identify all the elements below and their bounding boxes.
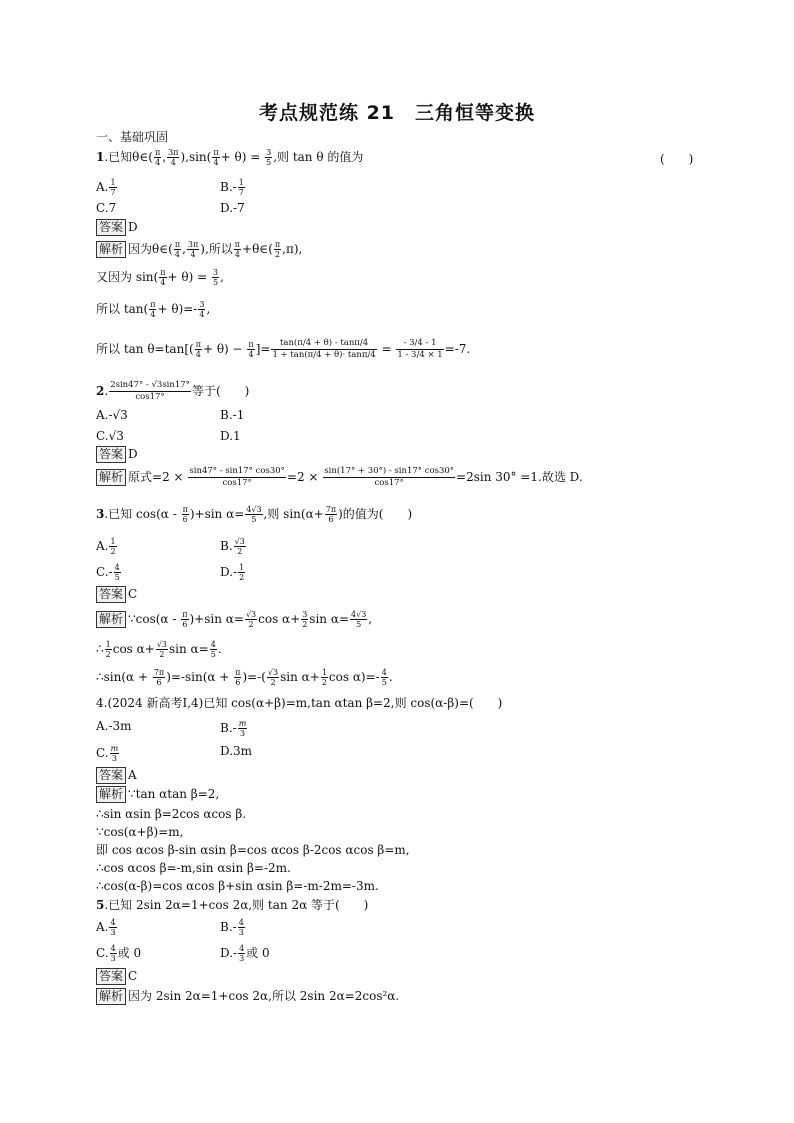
analysis-tag: 解析 xyxy=(96,469,126,486)
answer-value: C xyxy=(128,587,138,601)
option-c: C.7 xyxy=(96,201,117,215)
analysis-line: 即 cos αcos β-sin αsin β=cos αcos β-2cos αcos β=m, xyxy=(96,843,410,857)
option-a: A.-√3 xyxy=(96,408,128,422)
answer-row xyxy=(96,767,137,784)
option-b: B.- $\frac{m}{3}$ xyxy=(220,719,247,738)
option-b: B.- $\frac{4}{3}$ xyxy=(220,918,244,937)
option-a: A. $\frac{4}{3}$ xyxy=(96,918,116,937)
analysis-tag: 解析 xyxy=(96,786,126,803)
interval-expression: ( $\frac{\pi}{4}$ , $\frac{3\pi}{4}$ ) xyxy=(148,148,186,167)
analysis-line: 解析 原式=2 × $\frac{\sin 47^\circ - \sin 17^\circ \cos 30^\circ}{\cos 17^\circ}$ =2 × $\frac{\sin(17^\circ + 30^\circ) - \sin 17^\circ \cos 30^\circ}{\cos 17^\circ}$ =2sin 30° =1.故选 D. xyxy=(96,466,583,489)
analysis-tag: 解析 xyxy=(96,988,126,1005)
question-text: = xyxy=(246,150,265,164)
option-a: A. $\frac{1}{2}$ xyxy=(96,537,116,556)
option-b: B.-1 xyxy=(220,408,245,422)
answer-tag: 答案 xyxy=(96,446,126,463)
analysis-line: ∵cos(α+β)=m, xyxy=(96,825,184,839)
question-text: .已知 2sin 2α=1+cos 2α,则 tan 2α 等于( ) xyxy=(104,898,369,912)
option-d: D.- $\frac{1}{2}$ xyxy=(220,563,245,582)
question-number: 5 xyxy=(96,898,105,912)
question-2-stem: 2. $\frac{2\sin 47^\circ - √3\sin 17^\circ}{\cos 17^\circ}$ 等于( ) xyxy=(96,380,250,402)
answer-blank: ( ) xyxy=(660,152,694,166)
question-number: 2 xyxy=(96,384,105,398)
question-text: ,则 tan θ 的值为 xyxy=(273,150,364,164)
answer-value: D xyxy=(128,447,138,461)
option-d: D.-7 xyxy=(220,201,245,215)
option-c: C.√3 xyxy=(96,429,124,443)
option-b: B.- $\frac{1}{7}$ xyxy=(220,178,244,197)
analysis-line: 所以 tan θ=tan[( $\frac{\pi}{4}$ + θ) − $\frac{\pi}{4}$ ]= $\frac{\tan(\pi/4 + \theta) - \tan\pi/4}{1 + \tan(\pi/4 + \theta)\cdot \tan\pi/4}$ = $\frac{- 3/4 - 1}{1 - 3/4 \times 1}$ =-7. xyxy=(96,338,471,360)
option-d: D.- $\frac{4}{3}$ 或 0 xyxy=(220,944,270,963)
question-5-stem xyxy=(96,897,368,913)
answer-tag: 答案 xyxy=(96,586,126,603)
analysis-line: ∴sin αsin β=2cos αcos β. xyxy=(96,807,247,821)
answer-row xyxy=(96,446,138,463)
option-b: B. $\frac{√3}{2}$ xyxy=(220,537,245,556)
answer-row xyxy=(96,968,137,985)
question-text: .已知θ∈ xyxy=(104,150,149,164)
option-d: D.3m xyxy=(220,744,253,758)
option-a: A.-3m xyxy=(96,719,132,733)
analysis-line: ∴cos αcos β=-m,sin αsin β=-2m. xyxy=(96,861,291,875)
question-number: 1 xyxy=(96,150,105,164)
answer-value: C xyxy=(128,969,138,983)
analysis-line: 解析 因为θ∈( $\frac{\pi}{4}$ , $\frac{3\pi}{4}$ ),所以 $\frac{\pi}{4}$ +θ∈( $\frac{\pi}{2}$ ,π), xyxy=(96,240,302,259)
question-4-stem: 4.(2024 新高考Ⅰ,4)已知 cos(α+β)=m,tan αtan β=2,则 cos(α-β)=( ) xyxy=(96,696,503,710)
answer-row xyxy=(96,586,137,603)
answer-tag: 答案 xyxy=(96,968,126,985)
analysis-line: ∴sin(α + $\frac{7\pi}{6}$ )=-sin(α + $\frac{\pi}{6}$ )=-( $\frac{√3}{2}$ sin α+ $\frac{1}{2}$ cos α)=- $\frac{4}{5}$ . xyxy=(96,668,393,687)
analysis-line: 解析 因为 2sin 2α=1+cos 2α,所以 2sin 2α=2cos²α. xyxy=(96,988,399,1005)
value-fraction: $\frac{3}{5}$ xyxy=(266,148,272,167)
answer-tag: 答案 xyxy=(96,219,126,236)
analysis-tag: 解析 xyxy=(96,241,126,258)
analysis-line: 解析 ∵tan αtan β=2, xyxy=(96,786,219,803)
question-text: ,sin xyxy=(185,150,207,164)
analysis-line: ∴cos(α-β)=cos αcos β+sin αsin β=-m-2m=-3m. xyxy=(96,879,379,893)
answer-tag: 答案 xyxy=(96,767,126,784)
answer-value: D xyxy=(128,220,138,234)
option-a: A. $\frac{1}{7}$ xyxy=(96,178,116,197)
option-c: C. $\frac{4}{3}$ 或 0 xyxy=(96,944,142,963)
analysis-line: 所以 tan( $\frac{\pi}{4}$ + θ)=- $\frac{3}{4}$ , xyxy=(96,300,211,319)
analysis-tag: 解析 xyxy=(96,611,126,628)
answer-row xyxy=(96,219,138,236)
option-d: D.1 xyxy=(220,429,241,443)
analysis-line: 又因为 sin( $\frac{\pi}{4}$ + θ) = $\frac{3}{5}$ , xyxy=(96,268,224,287)
question-number: 3 xyxy=(96,507,105,521)
question-3-stem: 3.已知 cos(α - $\frac{\pi}{6}$ )+sin α= $\frac{4√3}{5}$ ,则 sin(α+ $\frac{7\pi}{6}$ )的值为( ) xyxy=(96,505,413,524)
option-c: C.- $\frac{4}{5}$ xyxy=(96,563,120,582)
analysis-line: 解析 ∵cos(α - $\frac{\pi}{6}$ )+sin α= $\frac{√3}{2}$ cos α+ $\frac{3}{2}$ sin α= $\frac{4√3}{5}$ , xyxy=(96,610,372,629)
answer-value: A xyxy=(128,768,137,782)
section-heading: 一、基础巩固 xyxy=(96,130,169,144)
angle-expression: ( $\frac{\pi}{4}$ + θ) xyxy=(206,148,247,167)
option-c: C. $\frac{m}{3}$ xyxy=(96,744,119,763)
analysis-line: ∴ $\frac{1}{2}$ cos α+ $\frac{√3}{2}$ sin α= $\frac{4}{5}$ . xyxy=(96,640,222,659)
question-1-stem xyxy=(96,148,363,167)
page-title: 考点规范练 21 三角恒等变换 xyxy=(258,102,536,124)
